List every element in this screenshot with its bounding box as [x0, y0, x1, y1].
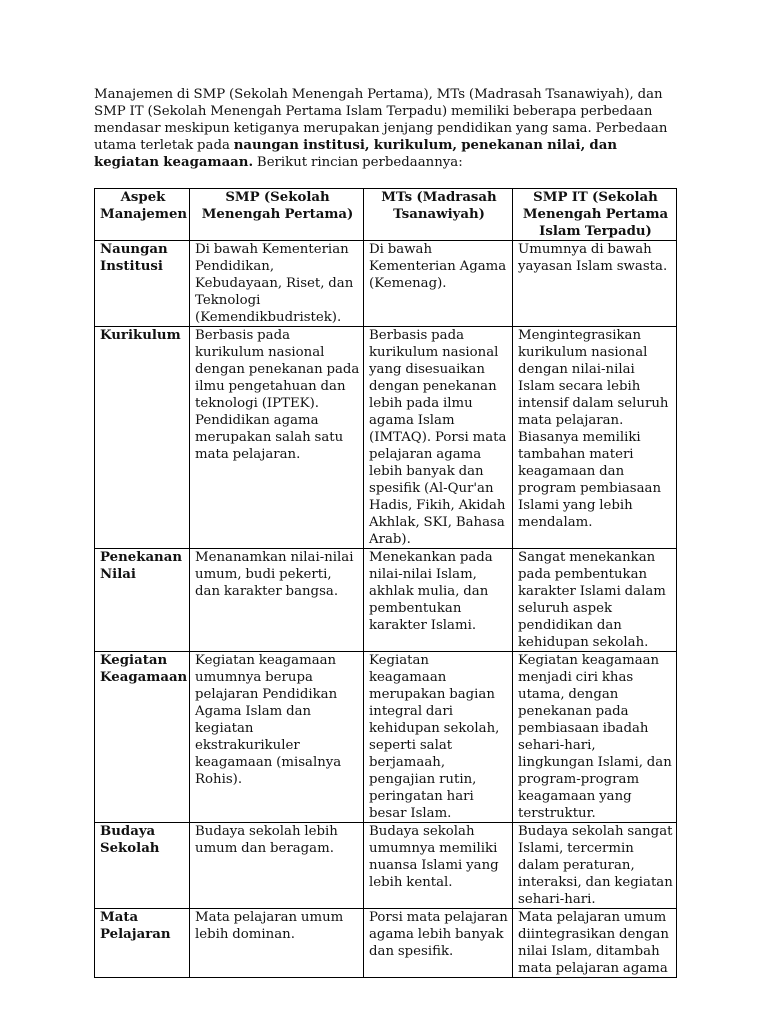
- intro-bold-text: naungan institusi, kurikulum, penekanan nilai, dan kegiatan keagamaan.: [94, 138, 618, 170]
- smp-cell-text: Mata pelajaran umum lebih dominan.: [195, 910, 344, 942]
- mts-cell-text: Porsi mata pelajaran agama lebih banyak dan spesifik.: [369, 910, 508, 959]
- table-row: [95, 823, 677, 909]
- smpit-cell: Budaya sekolah sangat Islami, tercermin dalam peraturan, interaksi, dan kegiatan sehari-hari.: [513, 823, 677, 909]
- smp-cell: Kegiatan keagamaan umumnya berupa pelajaran Pendidikan Agama Islam dan kegiatan ekstrakurikuler keagamaan (misalnya Rohis).: [190, 652, 364, 823]
- table-row: [95, 549, 677, 652]
- smpit-cell: Sangat menekankan pada pembentukan karakter Islami dalam seluruh aspek pendidikan dan kehidupan sekolah.: [513, 549, 677, 652]
- aspect-cell: Naungan Institusi: [95, 241, 190, 327]
- document-page: [94, 86, 676, 978]
- smp-cell: Budaya sekolah lebih umum dan beragam.: [190, 823, 364, 909]
- aspect-cell: Penekanan Nilai: [95, 549, 190, 652]
- mts-cell: Di bawah Kementerian Agama (Kemenag).: [364, 241, 513, 327]
- comparison-table: [94, 188, 677, 978]
- smp-cell: Berbasis pada kurikulum nasional dengan penekanan pada ilmu pengetahuan dan teknologi (IPTEK). Pendidikan agama merupakan salah satu mata pelajaran.: [190, 327, 364, 549]
- intro-text: Manajemen di SMP (Sekolah Menengah Pertama), MTs (Madrasah Tsanawiyah), dan SMP IT (Sekolah Menengah Pertama Islam Terpadu) memiliki beberapa perbedaan mendasar meskipun ketiganya merupakan jenjang pendidikan yang sama. Perbedaan utama terletak pada: [94, 87, 668, 153]
- smp-cell: [190, 909, 364, 978]
- smp-cell: Di bawah Kementerian Pendidikan, Kebudayaan, Riset, dan Teknologi (Kemendikbudristek).: [190, 241, 364, 327]
- mts-cell: Budaya sekolah umumnya memiliki nuansa Islami yang lebih kental.: [364, 823, 513, 909]
- aspect-cell: Kegiatan Keagamaan: [95, 652, 190, 823]
- smpit-cell-text: Mata pelajaran umum diintegrasikan dengan nilai Islam, ditambah mata pelajaran agama: [518, 910, 669, 976]
- smpit-cell: [513, 909, 677, 978]
- smpit-cell: Mengintegrasikan kurikulum nasional dengan nilai-nilai Islam secara lebih intensif dalam seluruh mata pelajaran. Biasanya memiliki tambahan materi keagamaan dan program pembiasaan Islami yang lebih mendalam.: [513, 327, 677, 549]
- smp-cell: Menanamkan nilai-nilai umum, budi pekerti, dan karakter bangsa.: [190, 549, 364, 652]
- intro-paragraph: [94, 86, 676, 171]
- table-header-row: [95, 189, 677, 241]
- mts-cell: Kegiatan keagamaan merupakan bagian integral dari kehidupan sekolah, seperti salat berjamaah, pengajian rutin, peringatan hari besar Islam.: [364, 652, 513, 823]
- aspect-cell: [95, 909, 190, 978]
- table-row: [95, 909, 677, 978]
- smpit-cell: Kegiatan keagamaan menjadi ciri khas utama, dengan penekanan pada pembiasaan ibadah sehari-hari, lingkungan Islami, dan program-program keagamaan yang terstruktur.: [513, 652, 677, 823]
- aspect-cell: Kurikulum: [95, 327, 190, 549]
- header-smpit: SMP IT (Sekolah Menengah Pertama Islam Terpadu): [513, 189, 677, 241]
- smpit-cell: Umumnya di bawah yayasan Islam swasta.: [513, 241, 677, 327]
- mts-cell: Berbasis pada kurikulum nasional yang disesuaikan dengan penekanan lebih pada ilmu agama Islam (IMTAQ). Porsi mata pelajaran agama lebih banyak dan spesifik (Al-Qur'an Hadis, Fikih, Akidah Akhlak, SKI, Bahasa Arab).: [364, 327, 513, 549]
- table-row: [95, 652, 677, 823]
- aspect-cell: Budaya Sekolah: [95, 823, 190, 909]
- aspect-cell-text: Mata Pelajaran: [100, 910, 171, 942]
- mts-cell: Menekankan pada nilai-nilai Islam, akhlak mulia, dan pembentukan karakter Islami.: [364, 549, 513, 652]
- header-aspect: Aspek Manajemen: [95, 189, 190, 241]
- mts-cell: [364, 909, 513, 978]
- table-row: [95, 241, 677, 327]
- header-mts: MTs (Madrasah Tsanawiyah): [364, 189, 513, 241]
- table-row: [95, 327, 677, 549]
- header-smp: SMP (Sekolah Menengah Pertama): [190, 189, 364, 241]
- intro-text-end: Berikut rincian perbedaannya:: [253, 155, 463, 170]
